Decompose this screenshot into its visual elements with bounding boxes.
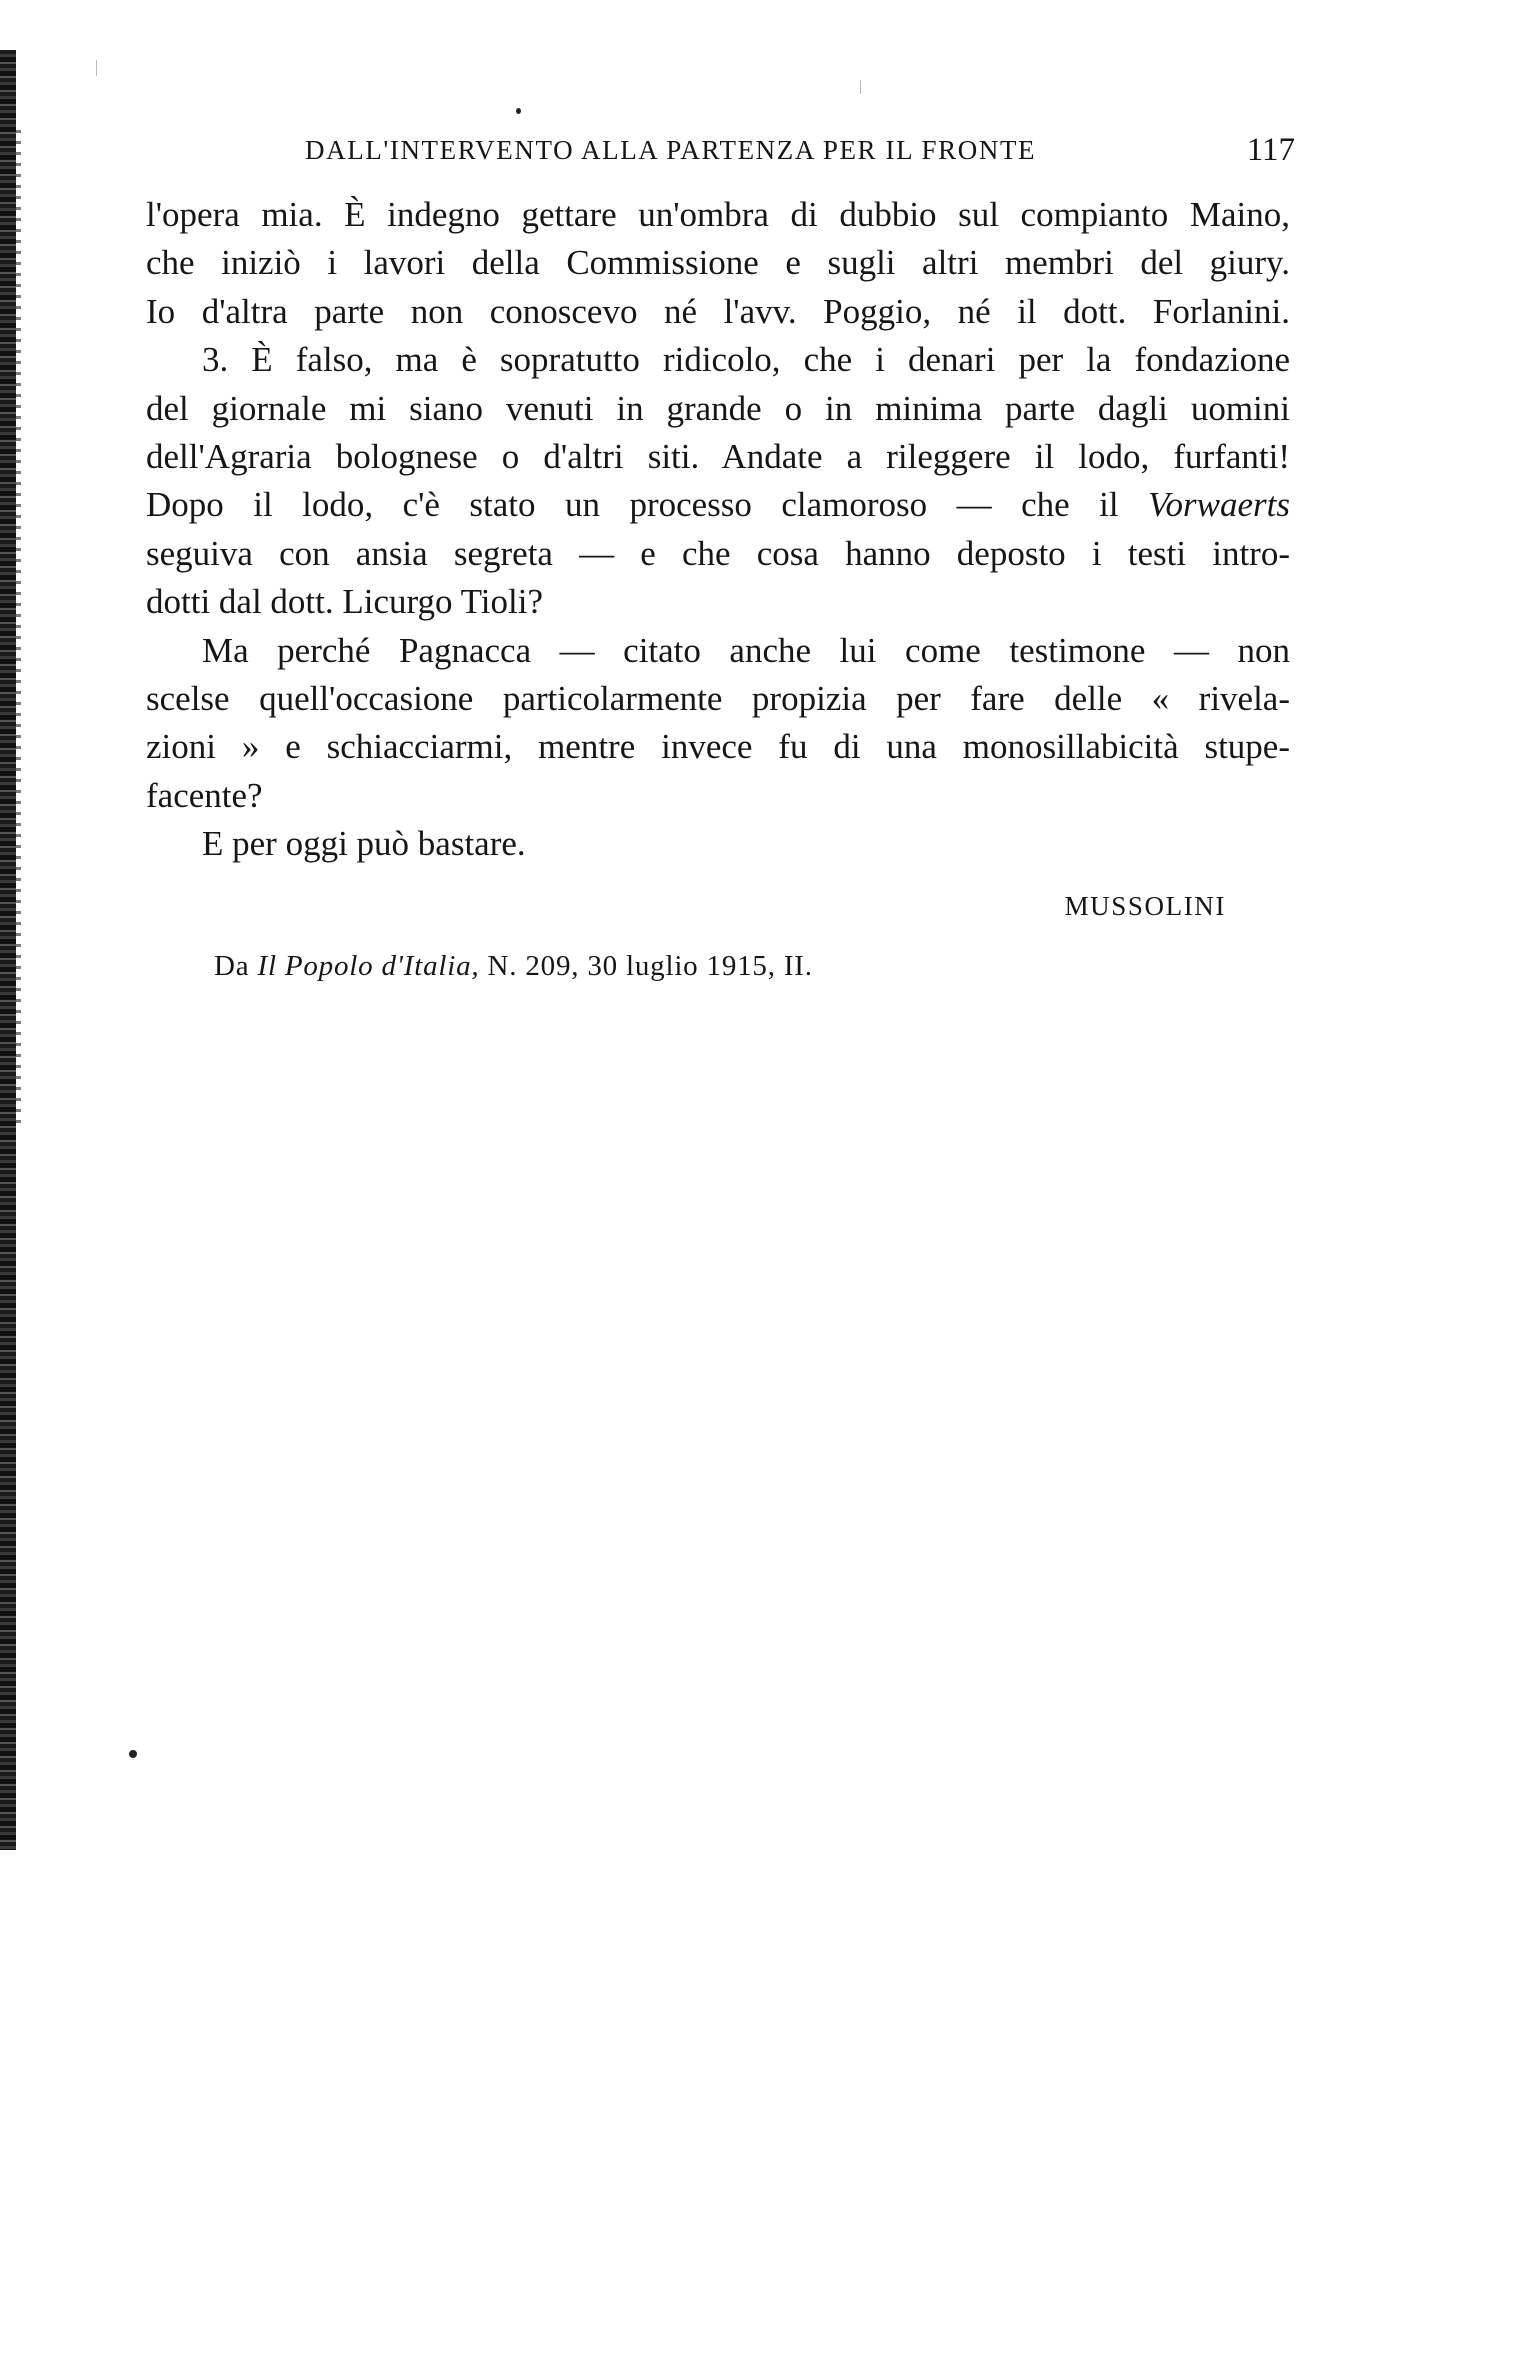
text-line: facente? [146,775,263,815]
italic-newspaper-name: Vorwaerts [1148,485,1290,525]
text-line-with-italic [146,481,1290,529]
text-line: l'opera mia. È indegno gettare un'ombra di dubbio sul compianto Maino, [146,195,1290,234]
body-text [146,191,1290,938]
print-speck [860,80,861,94]
running-title: DALL'INTERVENTO ALLA PARTENZA PER IL FRONTE [305,135,1037,165]
source-details: N. 209, 30 luglio 1915, II. [487,950,813,982]
text-line: E per oggi può bastare. [202,824,526,864]
running-head [215,130,1295,170]
signature-block [146,868,1290,938]
text-line: del giornale mi siano venuti in grande o in minima parte dagli uomini [146,388,1290,428]
text-line: Io d'altra parte non conoscevo né l'avv. Poggio, né il dott. Forlanini. [146,291,1290,331]
page-binding-edge [0,50,16,1850]
source-prefix: Da [214,950,250,982]
text-line: dell'Agraria bolognese o d'altri siti. Andate a rileggere il lodo, furfanti! [146,436,1290,476]
text-line: seguiva con ansia segreta — e che cosa hanno deposto i testi intro- [146,533,1290,573]
source-citation [214,950,813,983]
signature: MUSSOLINI [1064,891,1226,922]
text-segment: Dopo il lodo, c'è stato un processo clamoroso — che il [146,485,1119,525]
print-speck [129,1750,137,1758]
text-line: 3. È falso, ma è sopratutto ridicolo, che i denari per la fondazione [202,340,1290,380]
text-line: dotti dal dott. Licurgo Tioli? [146,582,544,622]
text-line: scelse quell'occasione particolarmente propizia per fare delle « rivela- [146,678,1290,718]
print-speck [96,60,97,76]
page-number: 117 [1246,132,1295,168]
text-line: zioni » e schiacciarmi, mentre invece fu di una monosillabicità stupe- [146,727,1290,767]
text-line: Ma perché Pagnacca — citato anche lui come testimone — non [202,630,1290,670]
print-speck [516,108,521,114]
source-publication: Il Popolo d'Italia, [257,950,480,982]
text-line: che iniziò i lavori della Commissione e sugli altri membri del giury. [146,243,1290,283]
